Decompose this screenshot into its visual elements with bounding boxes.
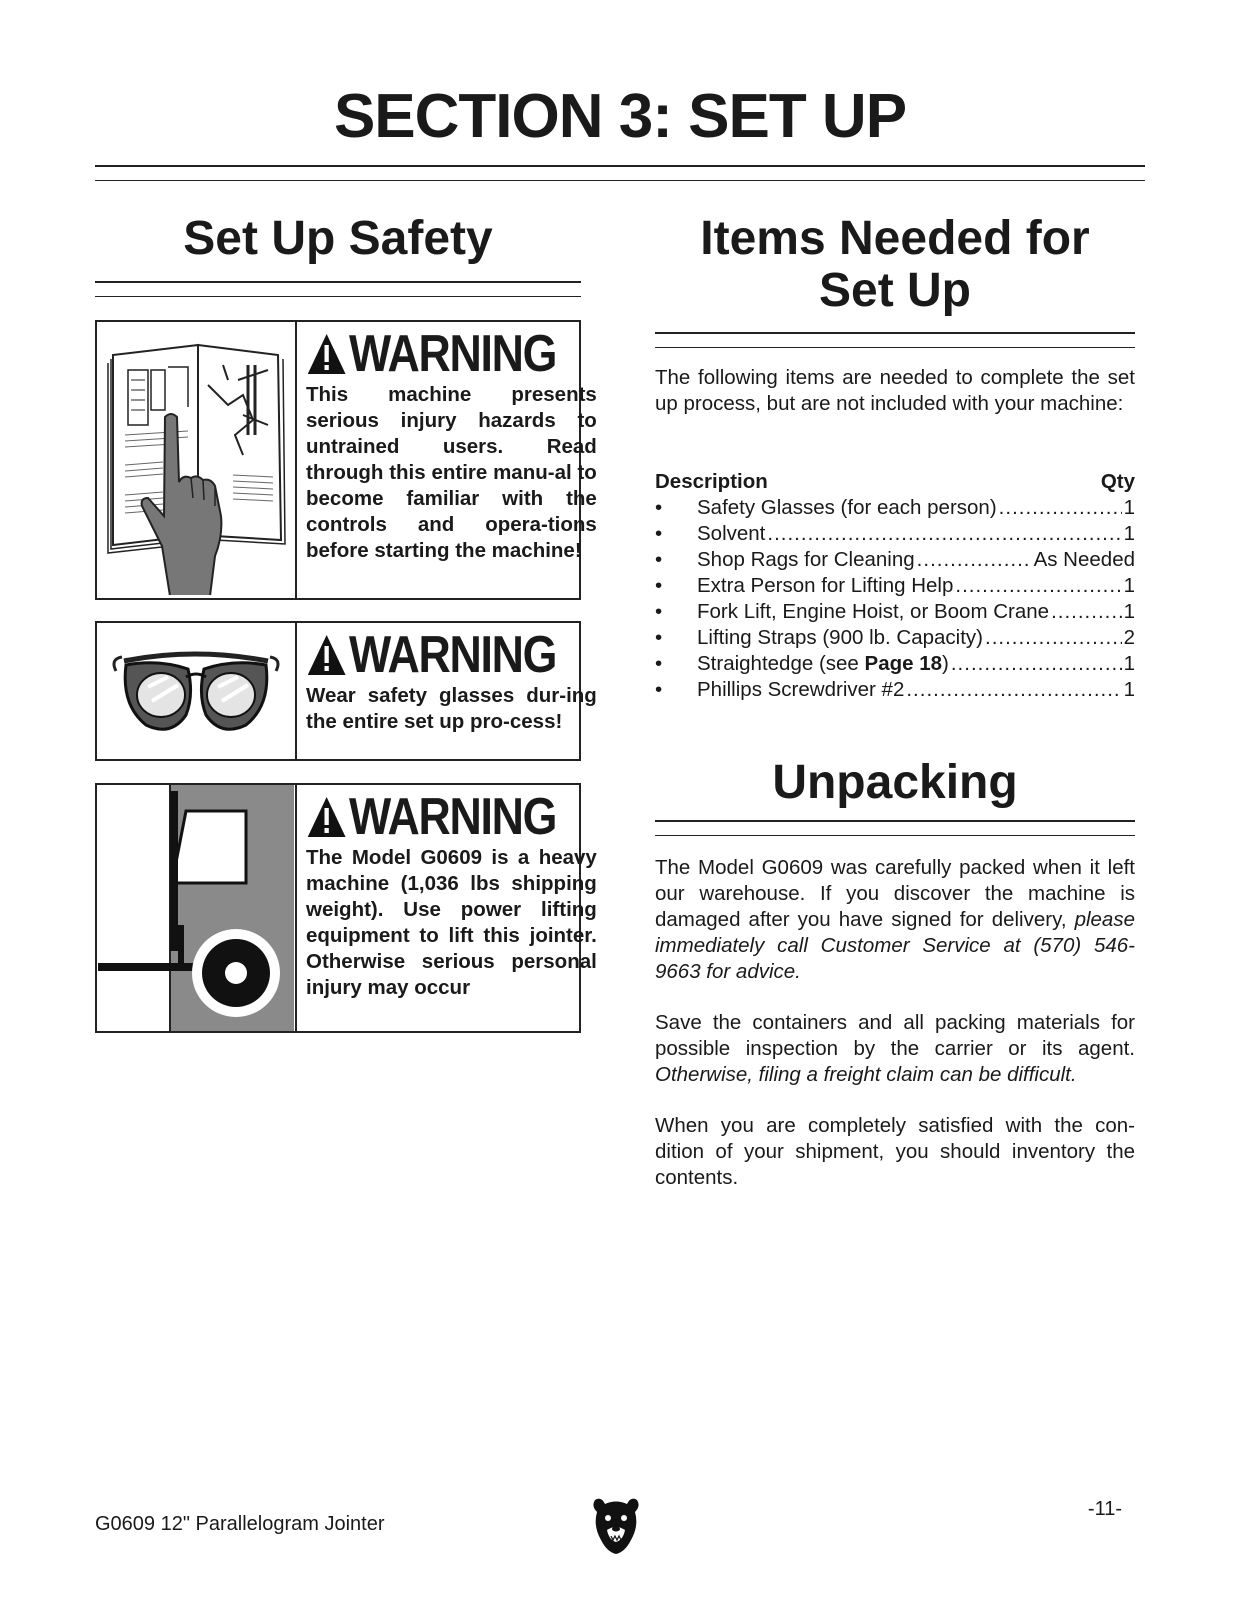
left-heading-rule-bottom [95,296,581,297]
items-heading-line-1: Items Needed for [700,212,1090,265]
warning-label: WARNING [349,626,557,684]
warning-header [306,627,556,683]
page-title: SECTION 3: SET UP [333,82,907,151]
items-heading-rule-top [655,332,1135,334]
warning-triangle-icon [306,633,347,677]
page-reference: Page 18 [864,652,943,675]
page-number: -11- [1087,1498,1122,1520]
unpacking-rule-top [655,820,1135,822]
warning-triangle-icon [306,795,347,839]
items-heading-rule-bottom [655,347,1135,348]
list-item: • Extra Person for Lifting Help ..... 1 [655,573,1135,599]
unpacking-heading: Unpacking [772,756,1018,809]
safety-glasses-icon [97,623,297,759]
qty-header: Qty [1100,470,1135,493]
set-up-safety-heading: Set Up Safety [183,212,493,265]
unpacking-rule-bottom [655,835,1135,836]
title-rule-bottom [95,180,1145,181]
list-item: • Safety Glasses (for each person) ..... 1 [655,495,1135,521]
bear-logo-icon [591,1496,641,1559]
list-item: • Shop Rags for Cleaning ..... As Needed [655,547,1135,573]
unpacking-paragraph-3: When you are completely satisfied with the con-dition of your shipment, you should inventory the contents. [655,1114,1135,1189]
warning-label: WARNING [349,325,557,383]
list-item: • Lifting Straps (900 lb. Capacity) ..... 2 [655,625,1135,651]
list-item: • Fork Lift, Engine Hoist, or Boom Crane ..... 1 [655,599,1135,625]
warning-box-forklift [95,783,597,1033]
items-intro: The following items are needed to complete the set up process, but are not included with your machine: [655,366,1135,415]
warning-box-manual [95,320,597,600]
left-heading-rule-top [95,281,581,283]
title-rule-top [95,165,1145,167]
warning-triangle-icon [306,332,347,376]
warning-text: Wear safety glasses dur-ing the entire set up pro-cess! [306,684,597,733]
list-item: • Solvent ..... 1 [655,521,1135,547]
warning-header [306,789,556,845]
description-header: Description [655,470,768,493]
warning-text: The Model G0609 is a heavy machine (1,036 lbs shipping weight). Use power lifting equipment to lift this jointer. Otherwise serious personal injury may occur [306,846,597,999]
warning-label: WARNING [349,788,557,846]
items-list [655,495,1135,703]
warning-text: This machine presents serious injury hazards to untrained users. Read through this entire manu-al to become familiar with the controls and opera-tions before starting the machine! [306,383,597,562]
items-heading-line-2: Set Up [818,264,971,317]
unpacking-paragraph-1: The Model G0609 was carefully packed when it left our warehouse. If you discover the machine is damaged after you have signed for delivery, please immediately call Customer Service at (570) 546-9663 for advice. [655,856,1135,983]
manual-reading-icon [97,322,297,598]
warning-header [306,326,556,382]
footer-model-name: G0609 12" Parallelogram Jointer [95,1513,385,1535]
unpacking-paragraph-2: Save the containers and all packing materials for possible inspection by the carrier or its agent. Otherwise, filing a freight claim can be difficult. [655,1011,1135,1086]
warning-box-glasses [95,621,597,761]
list-item: • Straightedge (see Page 18) ..... 1 [655,651,1135,677]
items-table-header [655,470,1135,494]
items-needed-heading [655,213,1135,317]
forklift-icon [97,785,297,1031]
list-item: • Phillips Screwdriver #2 ..... 1 [655,677,1135,703]
